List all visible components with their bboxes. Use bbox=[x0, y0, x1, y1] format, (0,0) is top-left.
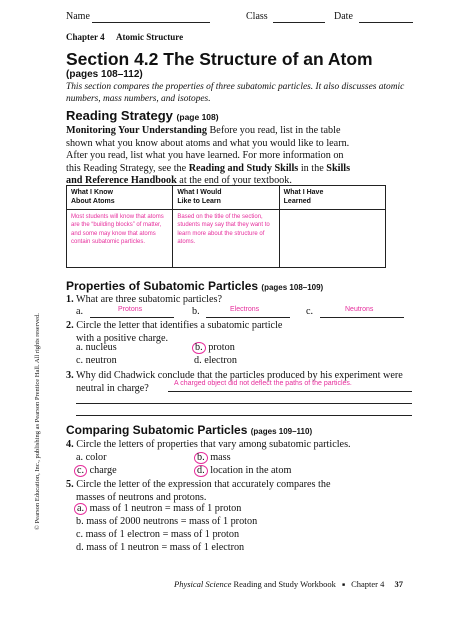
q1-b-label: b. bbox=[192, 306, 200, 317]
footer-book: Physical Science bbox=[174, 579, 232, 589]
properties-pages: (pages 108–109) bbox=[261, 283, 324, 292]
q2-number: 2. bbox=[66, 320, 74, 331]
q5-option-b: b. mass of 2000 neutrons = mass of 1 proton bbox=[76, 516, 258, 527]
q2-circle-b: b. bbox=[192, 342, 206, 354]
q5 bbox=[66, 479, 330, 504]
comparing-pages: (pages 109–110) bbox=[250, 427, 313, 436]
q4-option-d-text: location in the atom bbox=[210, 465, 292, 476]
q3-text-1: Why did Chadwick conclude that the particles produced by his experiment were bbox=[76, 370, 403, 381]
q4-option-c-text: charge bbox=[89, 465, 117, 476]
page-number: 37 bbox=[394, 579, 404, 589]
reading-strategy-pages: (page 108) bbox=[176, 112, 219, 122]
table-header-learned: What I Have Learned bbox=[279, 186, 385, 210]
rs-line-2: shown what you know about atoms and what you would like to learn. bbox=[66, 137, 350, 149]
q1-text: What are three subatomic particles? bbox=[76, 294, 222, 305]
q3-line-3 bbox=[76, 415, 412, 416]
q4-circle-b: b. bbox=[194, 452, 208, 464]
q1-a-line bbox=[90, 317, 174, 318]
table-answer-learn: Based on the title of the section, students may say that they want to learn more about the structure of atoms. bbox=[173, 210, 279, 268]
chapter-number: Chapter 4 bbox=[66, 32, 105, 42]
rs-bold-1: Reading and Study Skills bbox=[188, 162, 299, 174]
q5-option-d: d. mass of 1 neutron = mass of 1 electron bbox=[76, 542, 245, 553]
rs-in-the: in the bbox=[298, 162, 327, 174]
q4 bbox=[66, 439, 351, 452]
date-label: Date bbox=[334, 11, 353, 22]
section-intro: This section compares the properties of three subatomic particles. It also discusses atomic numbers, mass numbers, and isotopes. bbox=[66, 82, 405, 104]
q4-circle-c: c. bbox=[74, 465, 87, 477]
lead-text: Monitoring Your Understanding bbox=[66, 125, 207, 136]
rs-tail: at the end of your textbook. bbox=[176, 175, 292, 187]
q3-number: 3. bbox=[66, 370, 74, 381]
q5-text-2: masses of neutrons and protons. bbox=[76, 491, 207, 503]
reading-strategy-table bbox=[66, 185, 386, 268]
q3-line-2 bbox=[76, 403, 412, 404]
footer bbox=[174, 579, 403, 589]
name-label: Name bbox=[66, 11, 90, 22]
q1-c-line bbox=[320, 317, 404, 318]
q4-option-c bbox=[74, 465, 117, 478]
q1-b-line bbox=[206, 317, 290, 318]
q4-option-a: a. color bbox=[76, 452, 107, 463]
section-pages: (pages 108–112) bbox=[66, 69, 143, 80]
reading-strategy-heading bbox=[66, 108, 219, 123]
footer-bullet: ■ bbox=[341, 582, 345, 588]
q3-text-2: neutral in charge? bbox=[76, 382, 149, 394]
q2-option-b-text: proton bbox=[208, 342, 235, 353]
q4-option-b bbox=[194, 452, 231, 465]
table-answer-learned bbox=[279, 210, 385, 268]
q2-option-c: c. neutron bbox=[76, 355, 117, 366]
copyright-notice: © Pearson Education, Inc., publishing as Pearson Prentice Hall. All rights reserved. bbox=[34, 313, 41, 530]
table-answer-know: Most students will know that atoms are the “building blocks” of matter, and some may know that atoms contain subatomic particles. bbox=[67, 210, 173, 268]
rs-bold-3: and Reference Handbook bbox=[66, 175, 177, 187]
q2-text-1: Circle the letter that identifies a subatomic particle bbox=[76, 320, 283, 331]
q2-text-2: with a positive charge. bbox=[76, 332, 169, 344]
name-line bbox=[92, 22, 210, 23]
rs-bold-2: Skills bbox=[326, 162, 351, 174]
q5-option-c: c. mass of 1 electron = mass of 1 proton bbox=[76, 529, 240, 540]
q1-answer-b: Electrons bbox=[230, 306, 260, 313]
q1-a-label: a. bbox=[76, 306, 84, 317]
q5-circle-a: a. bbox=[74, 503, 87, 515]
section-title: Section 4.2 The Structure of an Atom bbox=[66, 49, 373, 69]
reading-strategy-title: Reading Strategy bbox=[66, 108, 173, 123]
comparing-heading bbox=[66, 423, 312, 437]
table-header-know: What I Know About Atoms bbox=[67, 186, 173, 210]
q2-option-a: a. nucleus bbox=[76, 342, 117, 353]
q5-number: 5. bbox=[66, 479, 74, 490]
rs-line-3: After you read, list what you have learned. For more information on bbox=[66, 150, 344, 162]
table-header-learn: What I Would Like to Learn bbox=[173, 186, 279, 210]
class-line bbox=[273, 22, 325, 23]
q5-option-a bbox=[74, 503, 241, 516]
q1 bbox=[66, 294, 222, 307]
q1-number: 1. bbox=[66, 294, 74, 305]
q5-option-a-text: mass of 1 neutron = mass of 1 proton bbox=[89, 503, 242, 514]
date-line bbox=[359, 22, 413, 23]
q4-text: Circle the letters of properties that vary among subatomic particles. bbox=[76, 439, 351, 450]
reading-strategy-text bbox=[66, 125, 418, 188]
q2-option-d: d. electron bbox=[194, 355, 237, 366]
rs-line-4: this Reading Strategy, see the bbox=[66, 162, 189, 174]
q2-option-b bbox=[192, 342, 235, 355]
rs-line-1: Before you read, list in the table bbox=[209, 125, 341, 136]
properties-title: Properties of Subatomic Particles bbox=[66, 279, 259, 293]
q4-option-d bbox=[194, 465, 291, 478]
class-label: Class bbox=[246, 11, 268, 22]
q1-c-label: c. bbox=[306, 306, 314, 317]
properties-heading bbox=[66, 279, 323, 293]
comparing-title: Comparing Subatomic Particles bbox=[66, 423, 248, 437]
footer-chapter: Chapter 4 bbox=[351, 579, 385, 589]
q4-circle-d: d. bbox=[194, 465, 208, 477]
chapter-title: Atomic Structure bbox=[116, 32, 184, 42]
footer-book-rest: Reading and Study Workbook bbox=[231, 579, 336, 589]
q4-option-b-text: mass bbox=[210, 452, 231, 463]
q4-number: 4. bbox=[66, 439, 74, 450]
q1-answer-a: Protons bbox=[118, 306, 143, 313]
q5-text-1: Circle the letter of the expression that accurately compares the bbox=[76, 479, 331, 490]
q3-line-1 bbox=[168, 391, 412, 392]
q1-answer-c: Neutrons bbox=[345, 306, 374, 313]
q3-answer: A charged object did not deflect the paths of the particles. bbox=[174, 380, 352, 387]
